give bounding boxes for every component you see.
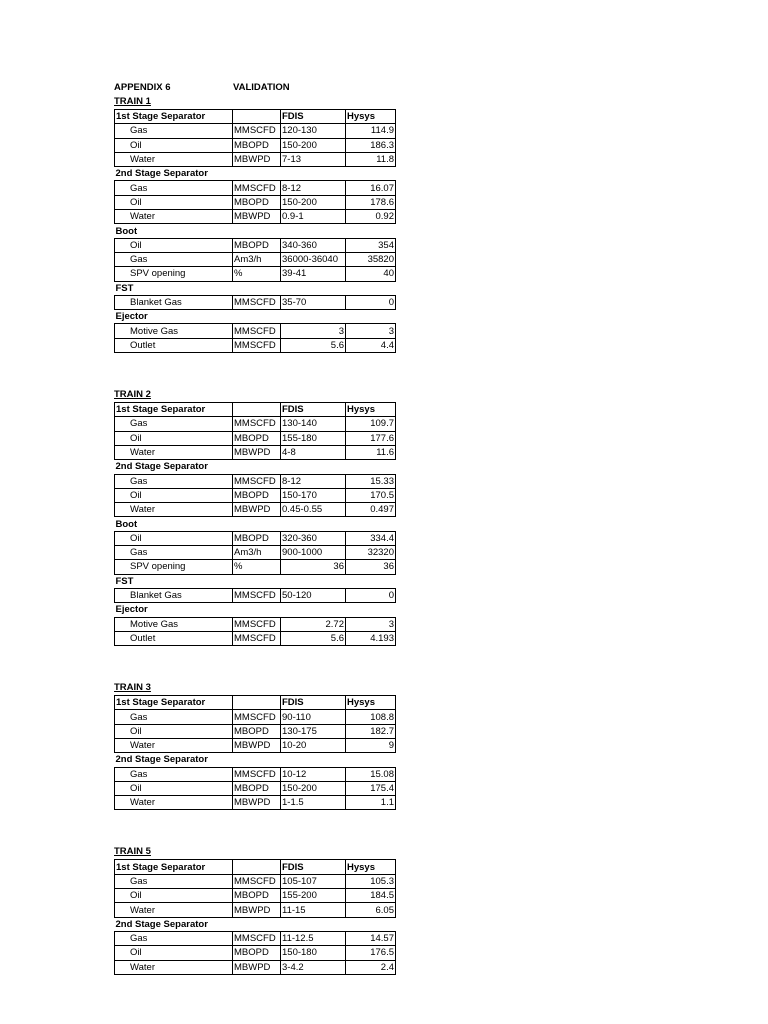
fdis-cell: 155-200 xyxy=(281,889,346,903)
table-row xyxy=(115,889,396,903)
table-row xyxy=(115,781,396,795)
item-cell: Motive Gas xyxy=(115,617,233,631)
section-title-row xyxy=(115,167,396,181)
table-row xyxy=(115,195,396,209)
fdis-cell: 5.6 xyxy=(281,631,346,645)
table-row xyxy=(115,181,396,195)
train-block xyxy=(114,387,404,646)
train-table xyxy=(114,109,396,353)
item-cell: Outlet xyxy=(115,338,233,352)
fdis-cell: 3-4.2 xyxy=(281,960,346,974)
fdis-header: FDIS xyxy=(281,110,346,124)
section-title-row xyxy=(115,310,396,324)
hysys-cell: 3 xyxy=(346,324,396,338)
hysys-cell: 182.7 xyxy=(346,724,396,738)
item-cell: Gas xyxy=(115,710,233,724)
item-cell: Gas xyxy=(115,124,233,138)
hysys-cell: 15.08 xyxy=(346,767,396,781)
item-cell: Gas xyxy=(115,181,233,195)
table-row xyxy=(115,960,396,974)
table-row xyxy=(115,210,396,224)
unit-cell: MBWPD xyxy=(233,903,281,917)
fdis-cell: 8-12 xyxy=(281,181,346,195)
item-cell: Oil xyxy=(115,531,233,545)
hysys-cell: 11.8 xyxy=(346,152,396,166)
hysys-cell: 114.9 xyxy=(346,124,396,138)
item-cell: Oil xyxy=(115,488,233,502)
section-name: FST xyxy=(115,575,134,587)
table-row xyxy=(115,324,396,338)
table-row xyxy=(115,710,396,724)
table-row xyxy=(115,417,396,431)
section-name: 1st Stage Separator xyxy=(115,403,233,417)
section-name: 2nd Stage Separator xyxy=(115,461,208,473)
unit-cell: MBWPD xyxy=(233,210,281,224)
unit-cell: Am3/h xyxy=(233,252,281,266)
hysys-cell: 0 xyxy=(346,295,396,309)
item-cell: Water xyxy=(115,903,233,917)
item-cell: Water xyxy=(115,960,233,974)
hysys-cell: 105.3 xyxy=(346,874,396,888)
item-cell: Gas xyxy=(115,874,233,888)
unit-cell: MMSCFD xyxy=(233,767,281,781)
item-cell: Water xyxy=(115,152,233,166)
unit-cell: MMSCFD xyxy=(233,617,281,631)
unit-cell: MMSCFD xyxy=(233,181,281,195)
unit-cell: MBWPD xyxy=(233,738,281,752)
fdis-header: FDIS xyxy=(281,860,346,874)
fdis-header: FDIS xyxy=(281,403,346,417)
hysys-cell: 9 xyxy=(346,738,396,752)
table-row xyxy=(115,503,396,517)
hysys-header: Hysys xyxy=(346,403,396,417)
train-table xyxy=(114,402,396,646)
trains-container xyxy=(114,94,404,975)
section-title-row xyxy=(115,753,396,767)
fdis-cell: 0.9-1 xyxy=(281,210,346,224)
unit-cell: MMSCFD xyxy=(233,931,281,945)
table-row xyxy=(115,931,396,945)
section-header-row xyxy=(115,696,396,710)
fdis-cell: 130-140 xyxy=(281,417,346,431)
hysys-cell: 6.05 xyxy=(346,903,396,917)
section-name: 2nd Stage Separator xyxy=(115,754,208,766)
unit-cell: Am3/h xyxy=(233,546,281,560)
item-cell: Oil xyxy=(115,431,233,445)
item-cell: Gas xyxy=(115,417,233,431)
table-row xyxy=(115,874,396,888)
hysys-cell: 334.4 xyxy=(346,531,396,545)
hysys-header: Hysys xyxy=(346,110,396,124)
fdis-cell: 7-13 xyxy=(281,152,346,166)
unit-cell: % xyxy=(233,267,281,281)
unit-cell: MMSCFD xyxy=(233,324,281,338)
hysys-cell: 176.5 xyxy=(346,946,396,960)
unit-cell: MMSCFD xyxy=(233,710,281,724)
item-cell: Oil xyxy=(115,238,233,252)
section-title-row xyxy=(115,224,396,238)
hysys-cell: 35820 xyxy=(346,252,396,266)
item-cell: Water xyxy=(115,210,233,224)
fdis-cell: 150-180 xyxy=(281,946,346,960)
unit-cell: MBOPD xyxy=(233,488,281,502)
unit-header xyxy=(233,110,281,124)
section-title-row xyxy=(115,917,396,931)
hysys-cell: 4.193 xyxy=(346,631,396,645)
fdis-cell: 1-1.5 xyxy=(281,796,346,810)
unit-cell: MBWPD xyxy=(233,503,281,517)
fdis-cell: 8-12 xyxy=(281,474,346,488)
section-name: 1st Stage Separator xyxy=(115,696,233,710)
table-row xyxy=(115,903,396,917)
hysys-cell: 354 xyxy=(346,238,396,252)
fdis-cell: 150-200 xyxy=(281,138,346,152)
unit-cell: MBOPD xyxy=(233,946,281,960)
item-cell: Gas xyxy=(115,252,233,266)
fdis-cell: 36000-36040 xyxy=(281,252,346,266)
train-title: TRAIN 2 xyxy=(114,389,151,401)
train-spacer xyxy=(114,353,404,387)
item-cell: Gas xyxy=(115,767,233,781)
item-cell: SPV opening xyxy=(115,267,233,281)
table-row xyxy=(115,531,396,545)
fdis-cell: 340-360 xyxy=(281,238,346,252)
unit-cell: MBOPD xyxy=(233,238,281,252)
hysys-header: Hysys xyxy=(346,860,396,874)
item-cell: Water xyxy=(115,503,233,517)
hysys-cell: 0 xyxy=(346,588,396,602)
fdis-cell: 155-180 xyxy=(281,431,346,445)
fdis-cell: 11-12.5 xyxy=(281,931,346,945)
unit-header xyxy=(233,860,281,874)
fdis-cell: 10-20 xyxy=(281,738,346,752)
unit-cell: MBOPD xyxy=(233,531,281,545)
table-row xyxy=(115,152,396,166)
fdis-cell: 50-120 xyxy=(281,588,346,602)
unit-cell: MBWPD xyxy=(233,445,281,459)
table-row xyxy=(115,631,396,645)
section-header-row xyxy=(115,110,396,124)
section-name: 2nd Stage Separator xyxy=(115,918,208,930)
section-title-row xyxy=(115,517,396,531)
hysys-cell: 36 xyxy=(346,560,396,574)
item-cell: Water xyxy=(115,445,233,459)
table-row xyxy=(115,138,396,152)
item-cell: Oil xyxy=(115,946,233,960)
unit-header xyxy=(233,403,281,417)
hysys-cell: 170.5 xyxy=(346,488,396,502)
fdis-cell: 10-12 xyxy=(281,767,346,781)
table-row xyxy=(115,488,396,502)
sheet-header xyxy=(114,81,404,94)
train-block xyxy=(114,844,404,974)
table-row xyxy=(115,124,396,138)
unit-cell: MBOPD xyxy=(233,724,281,738)
item-cell: Gas xyxy=(115,546,233,560)
hysys-cell: 177.6 xyxy=(346,431,396,445)
section-name: Ejector xyxy=(115,311,148,323)
table-row xyxy=(115,588,396,602)
train-block xyxy=(114,94,404,353)
table-row xyxy=(115,796,396,810)
fdis-cell: 39-41 xyxy=(281,267,346,281)
section-title-row xyxy=(115,574,396,588)
hysys-header: Hysys xyxy=(346,696,396,710)
hysys-cell: 178.6 xyxy=(346,195,396,209)
hysys-cell: 32320 xyxy=(346,546,396,560)
item-cell: Water xyxy=(115,738,233,752)
appendix-label: APPENDIX 6 xyxy=(114,82,171,93)
fdis-cell: 150-200 xyxy=(281,781,346,795)
item-cell: Blanket Gas xyxy=(115,588,233,602)
hysys-cell: 1.1 xyxy=(346,796,396,810)
section-title-row xyxy=(115,281,396,295)
section-header-row xyxy=(115,403,396,417)
hysys-cell: 186.3 xyxy=(346,138,396,152)
section-name: Boot xyxy=(115,518,138,530)
section-name: Boot xyxy=(115,225,138,237)
hysys-cell: 3 xyxy=(346,617,396,631)
fdis-cell: 36 xyxy=(281,560,346,574)
table-row xyxy=(115,252,396,266)
unit-cell: MMSCFD xyxy=(233,474,281,488)
table-row xyxy=(115,431,396,445)
item-cell: SPV opening xyxy=(115,560,233,574)
train-title: TRAIN 5 xyxy=(114,846,151,858)
section-name: 1st Stage Separator xyxy=(115,110,233,124)
fdis-cell: 90-110 xyxy=(281,710,346,724)
unit-cell: MBOPD xyxy=(233,889,281,903)
table-row xyxy=(115,767,396,781)
section-name: Ejector xyxy=(115,604,148,616)
train-table xyxy=(114,859,396,974)
table-row xyxy=(115,338,396,352)
table-row xyxy=(115,738,396,752)
hysys-cell: 2.4 xyxy=(346,960,396,974)
unit-header xyxy=(233,696,281,710)
train-title: TRAIN 3 xyxy=(114,682,151,694)
table-row xyxy=(115,560,396,574)
hysys-cell: 0.92 xyxy=(346,210,396,224)
fdis-cell: 35-70 xyxy=(281,295,346,309)
unit-cell: MBOPD xyxy=(233,138,281,152)
fdis-cell: 5.6 xyxy=(281,338,346,352)
item-cell: Oil xyxy=(115,781,233,795)
item-cell: Motive Gas xyxy=(115,324,233,338)
unit-cell: MMSCFD xyxy=(233,631,281,645)
fdis-cell: 3 xyxy=(281,324,346,338)
item-cell: Water xyxy=(115,796,233,810)
section-title-row xyxy=(115,460,396,474)
unit-cell: MBWPD xyxy=(233,152,281,166)
unit-cell: MMSCFD xyxy=(233,588,281,602)
validation-label: VALIDATION xyxy=(233,82,290,93)
fdis-cell: 320-360 xyxy=(281,531,346,545)
section-title-row xyxy=(115,603,396,617)
table-row xyxy=(115,946,396,960)
unit-cell: MMSCFD xyxy=(233,124,281,138)
item-cell: Gas xyxy=(115,474,233,488)
unit-cell: MMSCFD xyxy=(233,295,281,309)
item-cell: Oil xyxy=(115,724,233,738)
hysys-cell: 109.7 xyxy=(346,417,396,431)
hysys-cell: 4.4 xyxy=(346,338,396,352)
item-cell: Oil xyxy=(115,138,233,152)
table-row xyxy=(115,546,396,560)
validation-sheet xyxy=(114,81,404,975)
fdis-cell: 11-15 xyxy=(281,903,346,917)
section-header-row xyxy=(115,860,396,874)
item-cell: Oil xyxy=(115,195,233,209)
unit-cell: MMSCFD xyxy=(233,338,281,352)
fdis-cell: 0.45-0.55 xyxy=(281,503,346,517)
fdis-cell: 150-170 xyxy=(281,488,346,502)
fdis-cell: 150-200 xyxy=(281,195,346,209)
section-name: 1st Stage Separator xyxy=(115,860,233,874)
unit-cell: MBOPD xyxy=(233,781,281,795)
train-table xyxy=(114,695,396,810)
hysys-cell: 11.6 xyxy=(346,445,396,459)
fdis-cell: 105-107 xyxy=(281,874,346,888)
train-title: TRAIN 1 xyxy=(114,96,151,107)
item-cell: Gas xyxy=(115,931,233,945)
table-row xyxy=(115,238,396,252)
fdis-cell: 900-1000 xyxy=(281,546,346,560)
fdis-cell: 120-130 xyxy=(281,124,346,138)
table-row xyxy=(115,295,396,309)
section-name: 2nd Stage Separator xyxy=(115,168,208,180)
unit-cell: MMSCFD xyxy=(233,874,281,888)
unit-cell: % xyxy=(233,560,281,574)
unit-cell: MMSCFD xyxy=(233,417,281,431)
table-row xyxy=(115,724,396,738)
train-block xyxy=(114,680,404,810)
hysys-cell: 15.33 xyxy=(346,474,396,488)
section-name: FST xyxy=(115,282,134,294)
fdis-header: FDIS xyxy=(281,696,346,710)
train-spacer xyxy=(114,810,404,844)
hysys-cell: 40 xyxy=(346,267,396,281)
table-row xyxy=(115,474,396,488)
item-cell: Oil xyxy=(115,889,233,903)
hysys-cell: 184.5 xyxy=(346,889,396,903)
unit-cell: MBWPD xyxy=(233,960,281,974)
hysys-cell: 14.57 xyxy=(346,931,396,945)
hysys-cell: 108.8 xyxy=(346,710,396,724)
table-row xyxy=(115,445,396,459)
item-cell: Blanket Gas xyxy=(115,295,233,309)
table-row xyxy=(115,267,396,281)
unit-cell: MBOPD xyxy=(233,195,281,209)
table-row xyxy=(115,617,396,631)
hysys-cell: 175.4 xyxy=(346,781,396,795)
item-cell: Outlet xyxy=(115,631,233,645)
unit-cell: MBWPD xyxy=(233,796,281,810)
fdis-cell: 4-8 xyxy=(281,445,346,459)
unit-cell: MBOPD xyxy=(233,431,281,445)
train-spacer xyxy=(114,646,404,680)
fdis-cell: 130-175 xyxy=(281,724,346,738)
hysys-cell: 0.497 xyxy=(346,503,396,517)
hysys-cell: 16.07 xyxy=(346,181,396,195)
fdis-cell: 2.72 xyxy=(281,617,346,631)
